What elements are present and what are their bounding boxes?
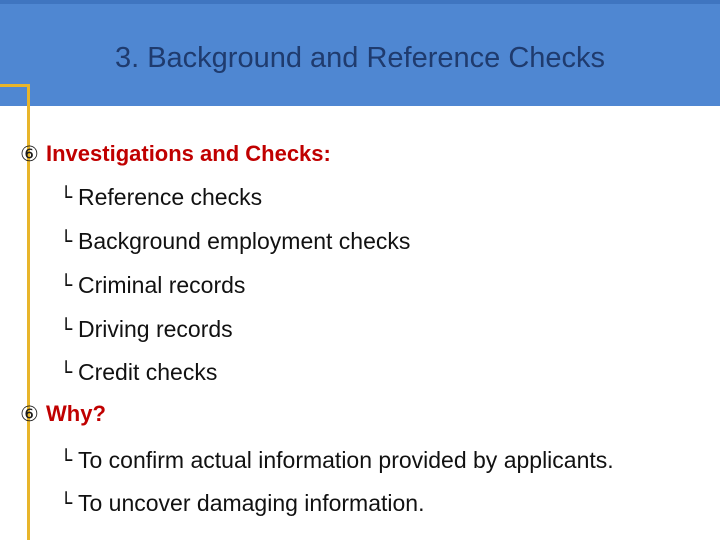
circled-six-bullet-icon: ⑥ bbox=[20, 402, 39, 426]
corner-branch-icon: └ bbox=[60, 273, 73, 297]
list-item-text: To uncover damaging information. bbox=[78, 489, 425, 516]
list-item bbox=[60, 440, 614, 480]
corner-branch-icon: └ bbox=[60, 317, 73, 341]
list-item bbox=[60, 177, 262, 217]
list-item bbox=[60, 352, 217, 392]
list-item-text: To confirm actual information provided by applicants. bbox=[78, 446, 614, 473]
corner-branch-icon: └ bbox=[60, 185, 73, 209]
list-item bbox=[60, 265, 245, 305]
list-item-text: Reference checks bbox=[78, 183, 263, 210]
circled-six-bullet-icon: ⑥ bbox=[20, 142, 39, 166]
corner-branch-icon: └ bbox=[60, 360, 73, 384]
list-item-text: Background employment checks bbox=[78, 227, 411, 254]
corner-branch-icon: └ bbox=[60, 448, 73, 472]
bullet-label: Why? bbox=[46, 401, 106, 426]
list-item bbox=[60, 309, 233, 349]
slide-title: 3. Background and Reference Checks bbox=[114, 42, 606, 74]
list-item bbox=[60, 221, 410, 261]
corner-branch-icon: └ bbox=[60, 491, 73, 515]
list-item bbox=[60, 483, 424, 523]
bullet-label: Investigations and Checks: bbox=[46, 141, 331, 166]
bullet-investigations bbox=[20, 134, 331, 174]
list-item-text: Driving records bbox=[78, 315, 233, 342]
list-item-text: Credit checks bbox=[78, 358, 218, 385]
corner-branch-icon: └ bbox=[60, 229, 73, 253]
list-item-text: Criminal records bbox=[78, 271, 246, 298]
bullet-why bbox=[20, 394, 106, 434]
